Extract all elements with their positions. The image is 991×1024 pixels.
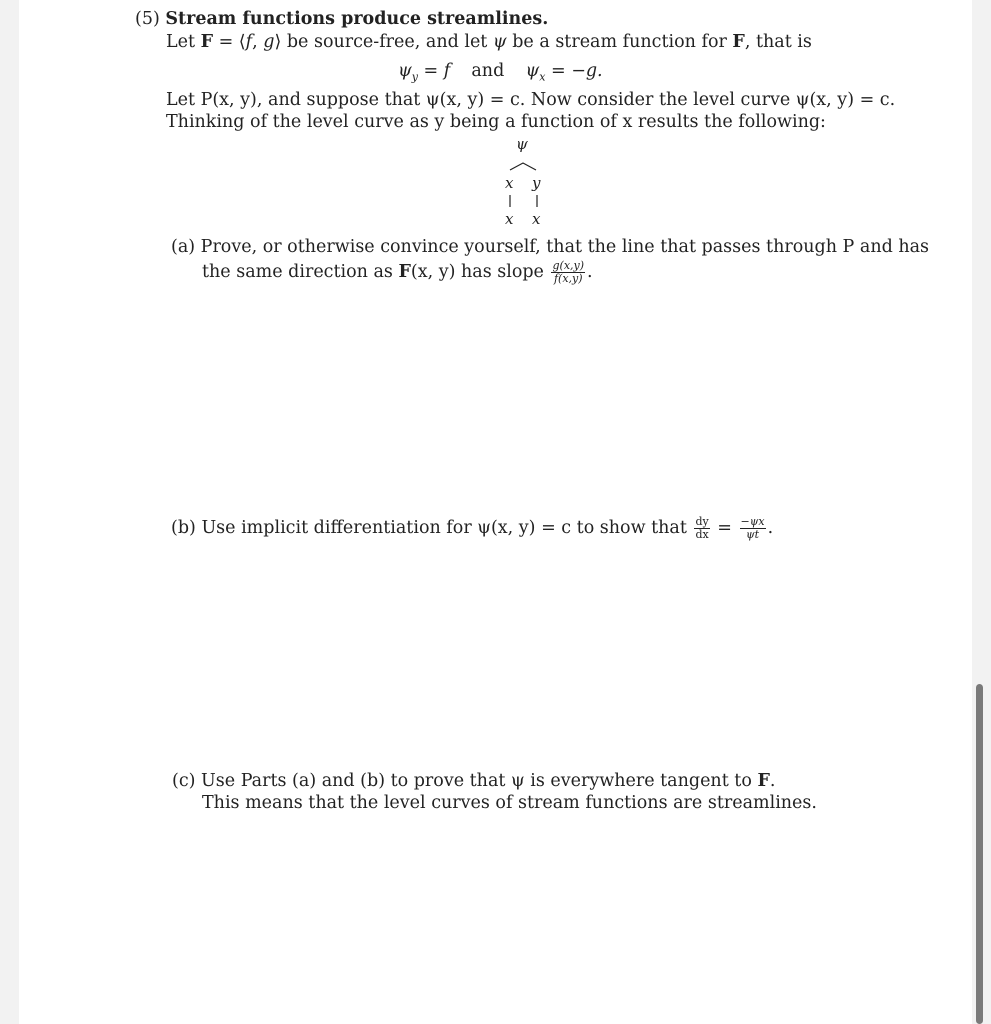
part-c-line1 <box>172 770 775 792</box>
part-a-line2 <box>202 260 593 285</box>
intro-psi: ψ <box>492 32 507 52</box>
intro-text: = ⟨ <box>213 32 246 52</box>
part-b-period: . <box>767 518 774 538</box>
intro-vector-F: F <box>732 32 745 52</box>
eq-and: and <box>471 61 505 81</box>
paragraph-line: Thinking of the level curve as y being a function of x results the following: <box>166 112 826 132</box>
problem-heading <box>135 8 548 30</box>
intro-vector-F: F <box>200 32 214 52</box>
intro-g: g <box>263 32 275 52</box>
part-a-text: (x, y) has slope <box>410 262 550 282</box>
part-a-label: (a) <box>171 237 196 257</box>
tree-left-leaf: x <box>505 210 514 228</box>
slope-numerator: g(x,y) <box>552 259 585 272</box>
tree-edges <box>505 194 545 208</box>
part-a-text: the same direction as <box>202 262 399 282</box>
slope-fraction <box>551 260 585 285</box>
derivative-denominator: dx <box>695 528 709 541</box>
part-b-text: Use implicit differentiation for ψ(x, y) = c to show that <box>201 518 693 538</box>
part-b-label: (b) <box>171 518 196 538</box>
document-page <box>19 0 972 1024</box>
part-a-line1 <box>171 236 929 258</box>
tree-right-leaf: x <box>532 210 541 228</box>
partials-numerator: −ψx <box>740 515 765 528</box>
eq-rhs-g: = −g. <box>545 61 603 81</box>
tree-root: ψ <box>516 135 528 153</box>
intro-text: be a stream function for <box>506 32 733 52</box>
intro-f: f <box>245 32 253 52</box>
eq-psi: ψ <box>398 61 412 81</box>
part-c-vector-F: F <box>757 771 770 791</box>
partials-fraction <box>740 516 766 541</box>
part-c-label: (c) <box>172 771 196 791</box>
scrollbar-thumb[interactable] <box>976 684 983 1024</box>
eq-sub-x: x <box>539 70 546 84</box>
problem-title: Stream functions produce streamlines. <box>165 9 549 29</box>
intro-text: Let <box>166 32 201 52</box>
eq-sub-y: y <box>411 70 418 84</box>
intro-text: ⟩ be source-free, and let <box>274 32 493 52</box>
eq-psi: ψ <box>525 61 540 81</box>
derivative-numerator: dy <box>695 515 709 528</box>
equals-sign: = <box>711 518 738 538</box>
slope-denominator: f(x,y) <box>553 272 583 285</box>
problem-intro <box>166 31 812 53</box>
part-b-line <box>171 516 773 541</box>
eq-rhs-f: = f <box>417 61 451 81</box>
part-a-period: . <box>587 262 593 282</box>
part-c-text: Use Parts (a) and (b) to prove that ψ is everywhere tangent to <box>201 771 758 791</box>
part-c-period: . <box>769 771 776 791</box>
part-a-text: Prove, or otherwise convince yourself, that the line that passes through P and has <box>200 237 930 257</box>
part-a-vector-F: F <box>398 262 411 282</box>
partials-denominator: ψt <box>746 528 760 541</box>
paragraph-line: Let P(x, y), and suppose that ψ(x, y) = c. Now consider the level curve ψ(x, y) = c. <box>166 90 896 110</box>
problem-number: (5) <box>135 9 160 29</box>
intro-text: , that is <box>744 32 812 52</box>
intro-text: , <box>252 32 264 52</box>
tree-right-node: y <box>532 174 541 192</box>
part-c-line2: This means that the level curves of stream functions are streamlines. <box>202 793 817 813</box>
derivative-fraction <box>694 516 709 541</box>
tree-left-node: x <box>505 174 514 192</box>
tree-branch <box>508 160 538 172</box>
stream-function-equation <box>398 60 603 89</box>
